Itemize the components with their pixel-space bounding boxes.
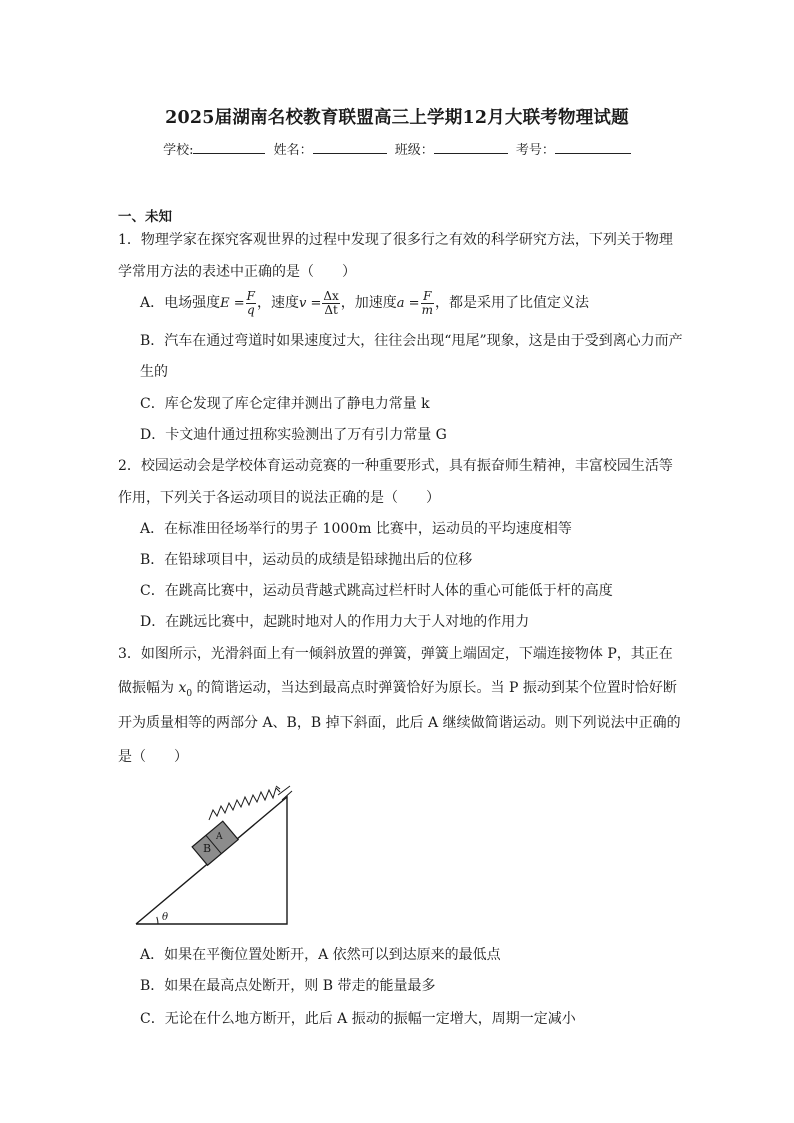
name-blank xyxy=(313,140,387,154)
q3-stem2-a: 做振幅为 xyxy=(118,680,179,696)
q3-stem-line4: 是（ ） xyxy=(118,749,188,765)
spring xyxy=(209,788,280,820)
q1-a-fraction-a xyxy=(421,290,434,316)
school-blank xyxy=(193,140,265,154)
q1-a-v-numerator: Δx xyxy=(323,288,339,303)
block-p xyxy=(192,821,238,865)
q3-option-a: A．如果在平衡位置处断开，A 依然可以到达原来的最低点 xyxy=(140,947,501,963)
block-b-label: B xyxy=(203,842,212,855)
q1-option-d: D．卡文迪什通过扭称实验测出了万有引力常量 G xyxy=(140,427,447,443)
q1-a-e-denominator: q xyxy=(246,302,255,317)
q1-option-a xyxy=(140,289,589,318)
q1-option-b-line1: B．汽车在通过弯道时如果速度过大，往往会出现“甩尾”现象，这是由于受到离心力而产 xyxy=(140,333,683,349)
q1-a-a-denominator: m xyxy=(421,302,433,317)
q1-option-c: C．库仑发现了库仑定律并测出了静电力常量 k xyxy=(140,396,430,412)
q1-stem-line1: 1．物理学家在探究客观世界的过程中发现了很多行之有效的科学研究方法，下列关于物理 xyxy=(118,232,673,248)
q1-a-mid1: ，速度 xyxy=(256,295,299,311)
q3-option-c: C．无论在什么地方断开，此后 A 振动的振幅一定增大，周期一定减小 xyxy=(140,1011,576,1027)
incline-spring-diagram xyxy=(130,784,300,929)
q2-option-b: B．在铅球项目中，运动员的成绩是铅球抛出后的位移 xyxy=(140,552,473,568)
q1-a-e-numerator: F xyxy=(246,288,255,303)
school-label: 学校: xyxy=(163,143,194,158)
q3-amplitude-symbol: x xyxy=(178,680,187,696)
q2-option-a: A．在标准田径场举行的男子 1000m 比赛中，运动员的平均速度相等 xyxy=(140,521,572,537)
q1-a-fraction-e xyxy=(246,290,256,316)
q1-a-a-numerator: F xyxy=(421,290,434,304)
q3-option-b: B．如果在最高点处断开，则 B 带走的能量最多 xyxy=(140,978,436,994)
q1-a-fraction-v xyxy=(322,290,339,316)
q3-stem-line1: 3．如图所示，光滑斜面上有一倾斜放置的弹簧，弹簧上端固定，下端连接物体 P，其正在 xyxy=(118,646,673,662)
q3-stem-line2 xyxy=(118,681,677,699)
spring-mount-hatch xyxy=(276,786,292,800)
block-body xyxy=(192,821,238,865)
q1-stem-line2: 学常用方法的表述中正确的是（ ） xyxy=(118,264,356,280)
q1-a-a-symbol: a = xyxy=(396,296,420,311)
class-label: 班级： xyxy=(394,143,434,158)
q1-a-end: ，都是采用了比值定义法 xyxy=(434,295,589,311)
q2-stem-line1: 2．校园运动会是学校体育运动竞赛的一种重要形式，具有振奋师生精神，丰富校园生活等 xyxy=(118,458,673,474)
q3-stem2-b: 的简谐运动，当达到最高点时弹簧恰好为原长。当 P 振动到某个位置时恰好断 xyxy=(192,680,677,696)
q1-a-e-symbol: E = xyxy=(220,296,245,311)
block-a-label: A xyxy=(216,832,223,842)
q3-amplitude-subscript: 0 xyxy=(186,688,193,699)
q3-stem-line3: 开为质量相等的两部分 A、B，B 掉下斜面，此后 A 继续做简谐运动。则下列说法中正确的 xyxy=(118,715,681,731)
q1-option-b-line2: 生的 xyxy=(140,364,168,380)
angle-theta-label: θ xyxy=(162,912,169,923)
q1-a-prefix: A．电场强度 xyxy=(140,295,221,311)
name-label: 姓名： xyxy=(273,143,313,158)
section-heading: 一、未知 xyxy=(118,209,172,225)
page-title: 2025届湖南名校教育联盟高三上学期12月大联考物理试题 xyxy=(165,108,629,128)
class-blank xyxy=(434,140,508,154)
angle-arc xyxy=(157,917,158,924)
q2-option-d: D．在跳远比赛中，起跳时地对人的作用力大于人对地的作用力 xyxy=(140,614,530,630)
q1-a-v-denominator: Δt xyxy=(324,302,338,317)
q2-stem-line2: 作用，下列关于各运动项目的说法正确的是（ ） xyxy=(118,490,440,506)
exam-number-label: 考号： xyxy=(515,143,555,158)
q2-option-c: C．在跳高比赛中，运动员背越式跳高过栏杆时人体的重心可能低于杆的高度 xyxy=(140,583,613,599)
exam-number-blank xyxy=(555,140,631,154)
q1-a-mid2: ，加速度 xyxy=(340,295,397,311)
q1-a-v-symbol: v = xyxy=(298,296,322,311)
student-info-row xyxy=(0,139,794,158)
